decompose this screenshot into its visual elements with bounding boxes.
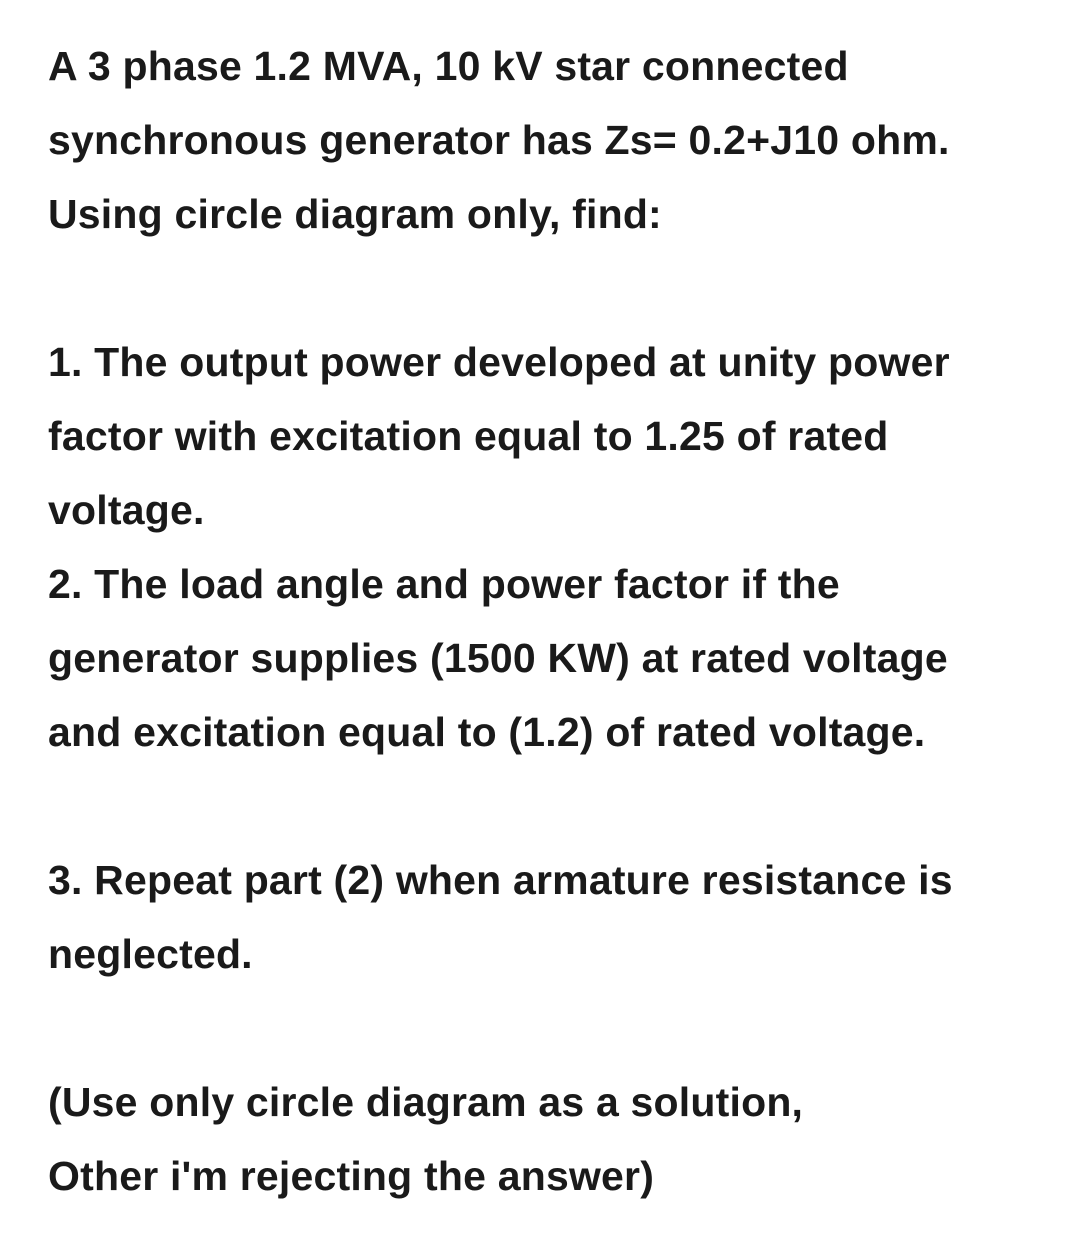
part1-line-2: factor with excitation equal to 1.25 of rated: [48, 413, 889, 459]
intro-line-1: A 3 phase 1.2 MVA, 10 kV star connected: [48, 43, 849, 89]
part2-line-3: and excitation equal to (1.2) of rated voltage.: [48, 709, 926, 755]
note-line-2: Other i'm rejecting the answer): [48, 1153, 655, 1199]
part3-line-2: neglected.: [48, 931, 253, 977]
part1-line-3: voltage.: [48, 487, 205, 533]
part3-line-1: 3. Repeat part (2) when armature resistance is: [48, 857, 953, 903]
intro-line-2: synchronous generator has Zs= 0.2+J10 ohm.: [48, 117, 950, 163]
part2-line-2: generator supplies (1500 KW) at rated voltage: [48, 635, 948, 681]
part1-line-1: 1. The output power developed at unity power: [48, 339, 950, 385]
part2-line-1: 2. The load angle and power factor if the: [48, 561, 840, 607]
intro-line-3: Using circle diagram only, find:: [48, 191, 662, 237]
note-line-1: (Use only circle diagram as a solution,: [48, 1079, 804, 1125]
